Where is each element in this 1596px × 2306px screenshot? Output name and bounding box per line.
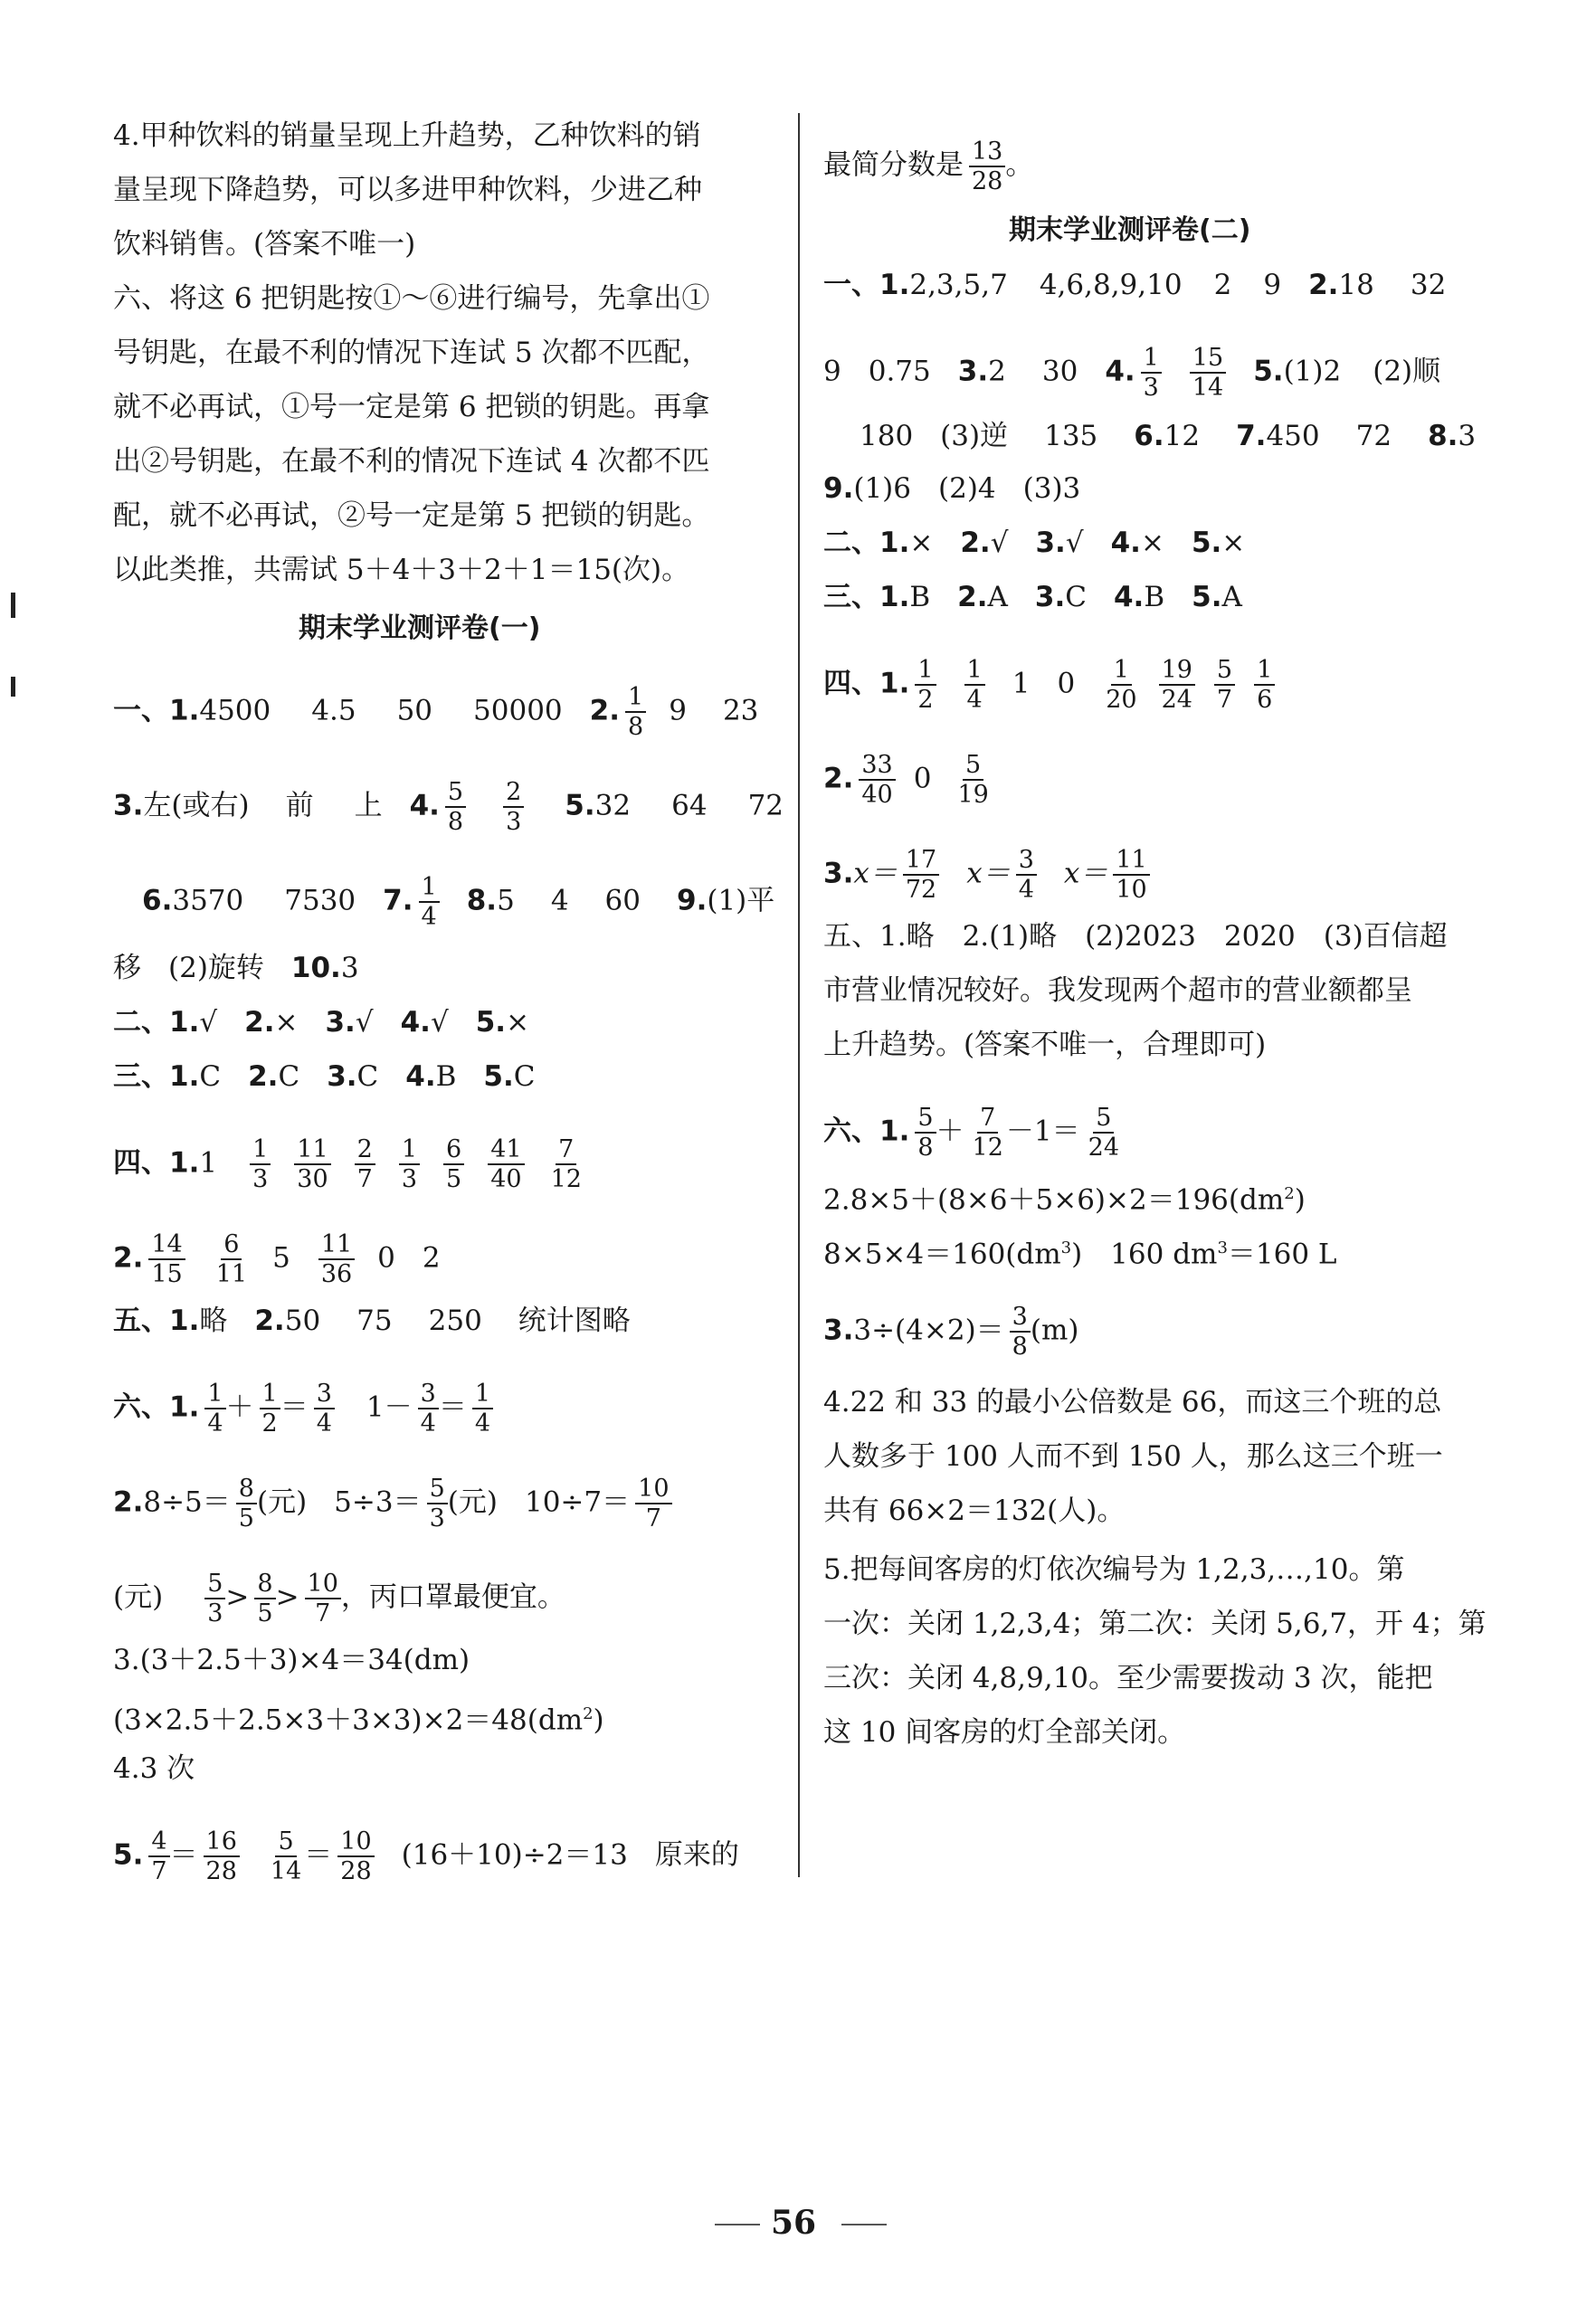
value: ，丙口罩最便宜。 xyxy=(340,1580,565,1614)
label: 四、1. xyxy=(823,667,910,700)
text-line: 市营业情况较好。我发现两个超市的营业额都呈 xyxy=(823,974,1412,1007)
unit: (m) xyxy=(1030,1314,1079,1347)
label: 5. xyxy=(1191,527,1222,559)
value: 5 xyxy=(497,884,515,917)
label: 3. xyxy=(823,1314,854,1347)
value: 统计图略 xyxy=(518,1305,631,1337)
operator: ＝ xyxy=(280,1390,309,1424)
value: × xyxy=(1221,527,1246,559)
answer-line xyxy=(823,1303,1079,1361)
value: (16＋10)÷2＝13 xyxy=(401,1838,628,1872)
label: 一、1. xyxy=(823,269,910,301)
operator: ＋ xyxy=(936,1115,964,1148)
label: 2. xyxy=(589,694,621,727)
text-line: 一次：关闭 1,2,3,4；第二次：关闭 5,6,7，开 4；第 xyxy=(823,1608,1487,1640)
fraction: $\frac{5}{19}$ xyxy=(957,751,989,809)
value: √ xyxy=(1065,527,1084,559)
label: 7. xyxy=(1236,420,1267,452)
text-line: 3.(3＋2.5＋3)×4＝34(dm) xyxy=(113,1644,470,1676)
margin-mark xyxy=(11,677,15,697)
value: 1 xyxy=(199,1146,218,1180)
answer-line xyxy=(823,656,1275,714)
fraction: $\frac{5}{8}$ xyxy=(915,1104,936,1162)
fraction: $\frac{33}{40}$ xyxy=(859,751,895,809)
fraction: $\frac{1}{4}$ xyxy=(204,1380,225,1438)
value: 5 xyxy=(272,1241,290,1275)
fraction: $\frac{7}{12}$ xyxy=(550,1135,582,1193)
label: 4. xyxy=(1110,527,1141,559)
value: 移 xyxy=(113,952,141,984)
page-number: 56 xyxy=(771,2204,817,2242)
value: 250 xyxy=(428,1305,482,1337)
answer-line xyxy=(113,1058,536,1095)
value: (1)平 xyxy=(707,884,775,917)
label: 2. xyxy=(960,527,991,559)
text-line: 4.甲种饮料的销量呈现上升趋势，乙种饮料的销 xyxy=(113,119,701,152)
label: 4. xyxy=(400,1006,431,1039)
fraction: $\frac{1}{4}$ xyxy=(419,873,440,931)
value: × xyxy=(909,527,934,559)
answer-line xyxy=(113,1827,739,1885)
column-divider xyxy=(798,113,800,1877)
label: 6. xyxy=(1134,420,1164,452)
value: 9 xyxy=(823,355,841,388)
value: 2.8×5＋(8×6＋5×6)×2＝196(dm xyxy=(823,1183,1285,1217)
answer-line xyxy=(113,1230,441,1288)
answer-line xyxy=(823,344,1441,402)
value: 8÷5＝ xyxy=(143,1485,231,1519)
value: 4500 xyxy=(199,694,271,727)
label: 3. xyxy=(957,355,989,388)
label: 三、1. xyxy=(113,1060,200,1093)
text-line: 出②号钥匙，在最不利的情况下连试 4 次都不匹 xyxy=(113,445,710,478)
answer-line xyxy=(823,751,992,809)
label: 4. xyxy=(1105,355,1135,388)
value: A xyxy=(987,581,1008,613)
operator: > xyxy=(225,1580,250,1614)
value: B xyxy=(909,581,931,613)
answer-line xyxy=(113,1004,529,1040)
fraction: $\frac{11}{36}$ xyxy=(318,1230,355,1288)
fraction: $\frac{1}{8}$ xyxy=(625,683,646,741)
text-line xyxy=(823,1176,1306,1217)
value: 75 xyxy=(356,1305,393,1337)
answer-line xyxy=(113,1135,584,1193)
operator: ＋ xyxy=(225,1390,254,1424)
label: 二、1. xyxy=(823,527,910,559)
value: 10÷7＝ xyxy=(524,1485,631,1519)
fraction: $\frac{15}{14}$ xyxy=(1190,344,1226,402)
fraction: $\frac{3}{4}$ xyxy=(1016,846,1037,904)
value: 4 xyxy=(550,884,569,917)
value: C xyxy=(278,1060,300,1093)
value: 9 xyxy=(669,694,687,727)
label: 4. xyxy=(405,1060,436,1093)
label: 5. xyxy=(1253,355,1284,388)
fraction: $\frac{7}{12}$ xyxy=(972,1104,1003,1162)
fraction: $\frac{1}{6}$ xyxy=(1254,656,1275,714)
value: 0.75 xyxy=(868,355,931,388)
fraction: $\frac{10}{7}$ xyxy=(305,1570,341,1627)
answer-line xyxy=(142,873,775,931)
answer-line xyxy=(113,950,359,986)
fraction: $\frac{4}{7}$ xyxy=(148,1827,169,1885)
label: 6. xyxy=(142,884,173,917)
text-line: 4.22 和 33 的最小公倍数是 66，而这三个班的总 xyxy=(823,1386,1442,1419)
fraction: $\frac{1}{20}$ xyxy=(1106,656,1137,714)
value: 9 xyxy=(1263,269,1282,301)
text-line: 饮料销售。(答案不唯一) xyxy=(113,228,416,261)
fraction: $\frac{11}{30}$ xyxy=(294,1135,330,1193)
text-line xyxy=(823,1230,1337,1271)
label: 10. xyxy=(290,952,341,984)
value: x＝ xyxy=(853,857,898,890)
label: 2. xyxy=(113,1485,144,1519)
value: 3÷(4×2)＝ xyxy=(853,1314,1004,1347)
label: 一、1. xyxy=(113,694,200,727)
value: 60 xyxy=(604,884,641,917)
fraction: $\frac{1}{4}$ xyxy=(964,656,985,714)
value: C xyxy=(199,1060,222,1093)
fraction: $\frac{5}{3}$ xyxy=(204,1570,225,1627)
label: 3. xyxy=(327,1060,357,1093)
fraction: $\frac{1}{3}$ xyxy=(399,1135,420,1193)
label: 三、1. xyxy=(823,581,910,613)
value: (1)2 xyxy=(1283,355,1342,388)
value: 3 xyxy=(1458,420,1477,452)
fraction: $\frac{17}{72}$ xyxy=(903,846,939,904)
footer-rule xyxy=(841,2224,887,2225)
label: 4. xyxy=(1113,581,1145,613)
value: 50 xyxy=(284,1305,321,1337)
label: 二、1. xyxy=(113,1006,200,1039)
answer-line xyxy=(113,1475,672,1533)
label: 2. xyxy=(113,1241,144,1275)
text-line xyxy=(113,1696,604,1737)
fraction: $\frac{11}{10}$ xyxy=(1113,846,1149,904)
operator: > xyxy=(275,1580,299,1614)
label: 4. xyxy=(409,789,440,822)
value: 2,3,5,7 xyxy=(909,269,1008,301)
exponent: 3 xyxy=(1060,1238,1072,1257)
value: x＝ xyxy=(1063,857,1108,890)
value: ) 160 dm xyxy=(1071,1238,1218,1271)
text-line: 号钥匙，在最不利的情况下连试 5 次都不匹配， xyxy=(113,337,710,369)
label: 3. xyxy=(823,857,854,890)
value: ＝160 L xyxy=(1227,1238,1337,1271)
value: √ xyxy=(430,1006,449,1039)
fraction: $\frac{5}{3}$ xyxy=(427,1475,448,1533)
value: 72 xyxy=(1355,420,1392,452)
operator: ＝ xyxy=(438,1390,467,1424)
value: 50 xyxy=(396,694,433,727)
value: 0 xyxy=(1057,667,1076,700)
value: B xyxy=(1144,581,1165,613)
label: 9. xyxy=(823,472,854,505)
fraction: $\frac{2}{3}$ xyxy=(503,778,524,836)
value: 64 xyxy=(671,789,708,822)
answer-line xyxy=(823,1104,1122,1162)
fraction: $\frac{6}{11}$ xyxy=(215,1230,248,1288)
label: 2. xyxy=(248,1060,279,1093)
value: A xyxy=(1221,581,1242,613)
text-line: 就不必再试，①号一定是第 6 把锁的钥匙。再拿 xyxy=(113,391,710,423)
footer-rule xyxy=(715,2224,760,2225)
value: √ xyxy=(355,1006,374,1039)
answer-line xyxy=(860,418,1476,454)
value: 72 xyxy=(747,789,784,822)
label: 7. xyxy=(383,884,413,917)
value: 135 xyxy=(1044,420,1098,452)
value: 1 xyxy=(1012,667,1031,700)
label: 2. xyxy=(244,1006,275,1039)
value: 前 xyxy=(285,789,314,822)
answer-line xyxy=(113,778,784,836)
value: 450 xyxy=(1266,420,1320,452)
answer-line xyxy=(823,138,1034,195)
label: 8. xyxy=(1428,420,1458,452)
value: (3)逆 xyxy=(940,420,1009,452)
value: 0 xyxy=(913,762,932,795)
value: 2 xyxy=(422,1241,441,1275)
value: ) xyxy=(1294,1183,1306,1217)
value: 略 xyxy=(199,1305,228,1337)
value: 180 xyxy=(860,420,914,452)
value: 30 xyxy=(1041,355,1078,388)
text-line: 六、将这 6 把钥匙按①～⑥进行编号，先拿出① xyxy=(113,282,710,315)
value: 3570 xyxy=(172,884,244,917)
exponent: 3 xyxy=(1217,1238,1228,1257)
label: 5. xyxy=(483,1060,514,1093)
value: 原来的 xyxy=(654,1838,739,1872)
value: √ xyxy=(199,1006,218,1039)
label: 2. xyxy=(254,1305,285,1337)
text-line: 5.把每间客房的灯依次编号为 1,2,3,…,10。第 xyxy=(823,1553,1405,1586)
value: 2 xyxy=(988,355,1006,388)
label: 五、1. xyxy=(113,1305,200,1337)
value: 3 xyxy=(340,952,359,984)
fraction: $\frac{3}{4}$ xyxy=(314,1380,335,1438)
fraction: $\frac{1}{2}$ xyxy=(915,656,936,714)
fraction: $\frac{13}{28}$ xyxy=(969,138,1005,195)
fraction: $\frac{5}{14}$ xyxy=(270,1827,302,1885)
unit: (元) xyxy=(113,1580,164,1614)
value: 。 xyxy=(1005,148,1034,182)
text-line: 上升趋势。(答案不唯一，合理即可) xyxy=(823,1029,1267,1061)
fraction: $\frac{14}{15}$ xyxy=(148,1230,185,1288)
operator: ＝ xyxy=(304,1838,333,1872)
label: 9. xyxy=(677,884,708,917)
value: 1－ xyxy=(366,1390,413,1424)
value: ) xyxy=(593,1703,604,1737)
value: (2)4 xyxy=(938,472,996,505)
value: × xyxy=(506,1006,530,1039)
fraction: $\frac{10}{7}$ xyxy=(635,1475,671,1533)
fraction: $\frac{8}{5}$ xyxy=(254,1570,275,1627)
value: 0 xyxy=(377,1241,395,1275)
operator: －1＝ xyxy=(1005,1115,1080,1148)
fraction: $\frac{1}{4}$ xyxy=(472,1380,493,1438)
fraction: $\frac{5}{8}$ xyxy=(445,778,466,836)
text-line: 4.3 次 xyxy=(113,1752,195,1785)
fraction: $\frac{1}{3}$ xyxy=(250,1135,271,1193)
value: 4,6,8,9,10 xyxy=(1039,269,1183,301)
label: 3. xyxy=(325,1006,356,1039)
label: 3. xyxy=(1034,581,1066,613)
value: C xyxy=(1065,581,1087,613)
text-line: 这 10 间客房的灯全部关闭。 xyxy=(823,1716,1186,1749)
label: 2. xyxy=(823,762,854,795)
text-line: 三次：关闭 4,8,9,10。至少需要拨动 3 次，能把 xyxy=(823,1662,1433,1694)
fraction: $\frac{3}{4}$ xyxy=(418,1380,439,1438)
value: C xyxy=(356,1060,379,1093)
value: 32 xyxy=(1410,269,1447,301)
answer-line xyxy=(113,683,759,741)
fraction: $\frac{1}{3}$ xyxy=(1141,344,1162,402)
label: 5. xyxy=(1192,581,1222,613)
exponent: 2 xyxy=(1284,1184,1295,1203)
unit: (元) xyxy=(256,1485,308,1519)
value: B xyxy=(435,1060,457,1093)
value: 上 xyxy=(354,789,383,822)
label: 3. xyxy=(1035,527,1066,559)
answer-line xyxy=(113,1570,565,1627)
fraction: $\frac{19}{24}$ xyxy=(1159,656,1195,714)
fraction: $\frac{6}{5}$ xyxy=(443,1135,464,1193)
fraction: $\frac{41}{40}$ xyxy=(488,1135,524,1193)
value: 左(或右) xyxy=(143,789,250,822)
fraction: $\frac{1}{2}$ xyxy=(260,1380,280,1438)
text-line: 量呈现下降趋势，可以多进甲种饮料，少进乙种 xyxy=(113,174,702,206)
value: 12 xyxy=(1164,420,1201,452)
value: √ xyxy=(990,527,1009,559)
value: (3×2.5＋2.5×3＋3×3)×2＝48(dm xyxy=(113,1703,584,1737)
fraction: $\frac{2}{7}$ xyxy=(355,1135,375,1193)
value: 7530 xyxy=(284,884,356,917)
value: 32 xyxy=(594,789,632,822)
text-line: 人数多于 100 人而不到 150 人，那么这三个班一 xyxy=(823,1440,1443,1473)
fraction: $\frac{8}{5}$ xyxy=(236,1475,257,1533)
section-title: 期末学业测评卷(一) xyxy=(299,612,541,644)
label: 四、1. xyxy=(113,1146,200,1180)
fraction: $\frac{10}{28}$ xyxy=(337,1827,374,1885)
exponent: 2 xyxy=(583,1704,594,1723)
value: × xyxy=(1140,527,1164,559)
answer-line xyxy=(823,846,1150,904)
section-title: 期末学业测评卷(二) xyxy=(1009,214,1251,246)
value: 23 xyxy=(722,694,759,727)
label: 5. xyxy=(475,1006,507,1039)
value: 最简分数是 xyxy=(823,148,964,182)
value: 8×5×4＝160(dm xyxy=(823,1238,1061,1271)
fraction: $\frac{3}{8}$ xyxy=(1010,1303,1031,1361)
text-line: 以此类推，共需试 5＋4＋3＋2＋1＝15(次)。 xyxy=(113,554,690,586)
value: 18 xyxy=(1338,269,1374,301)
label: 8. xyxy=(466,884,498,917)
label: 六、1. xyxy=(113,1390,200,1424)
label: 3. xyxy=(113,789,144,822)
value: (2)顺 xyxy=(1373,355,1441,388)
fraction: $\frac{5}{7}$ xyxy=(1214,656,1235,714)
fraction: $\frac{16}{28}$ xyxy=(204,1827,240,1885)
fraction: $\frac{5}{24}$ xyxy=(1088,1104,1119,1162)
value: 2 xyxy=(1213,269,1232,301)
text-line: 共有 66×2＝132(人)。 xyxy=(823,1495,1126,1527)
value: 50000 xyxy=(473,694,563,727)
value: (1)6 xyxy=(853,472,911,505)
value: C xyxy=(513,1060,536,1093)
label: 2. xyxy=(957,581,988,613)
margin-mark xyxy=(11,593,15,618)
page-footer xyxy=(0,2198,1596,2253)
label: 5. xyxy=(113,1838,144,1872)
text-line: 五、1.略 2.(1)略 (2)2023 2020 (3)百信超 xyxy=(823,920,1448,953)
value: × xyxy=(274,1006,299,1039)
answer-line xyxy=(823,525,1245,561)
label: 5. xyxy=(565,789,595,822)
answer-line xyxy=(823,470,1080,507)
answer-line xyxy=(823,267,1446,303)
answer-line xyxy=(113,1380,493,1438)
unit: (元) xyxy=(447,1485,498,1519)
value: 4.5 xyxy=(311,694,356,727)
value: 5÷3＝ xyxy=(334,1485,422,1519)
operator: ＝ xyxy=(169,1838,198,1872)
answer-line xyxy=(113,1303,631,1339)
value: x＝ xyxy=(966,857,1011,890)
value: (3)3 xyxy=(1022,472,1081,505)
text-line: 配，就不必再试，②号一定是第 5 把锁的钥匙。 xyxy=(113,499,710,532)
answer-line xyxy=(823,579,1242,615)
label: 2. xyxy=(1308,269,1339,301)
value: (2)旋转 xyxy=(168,952,264,984)
label: 六、1. xyxy=(823,1115,910,1148)
